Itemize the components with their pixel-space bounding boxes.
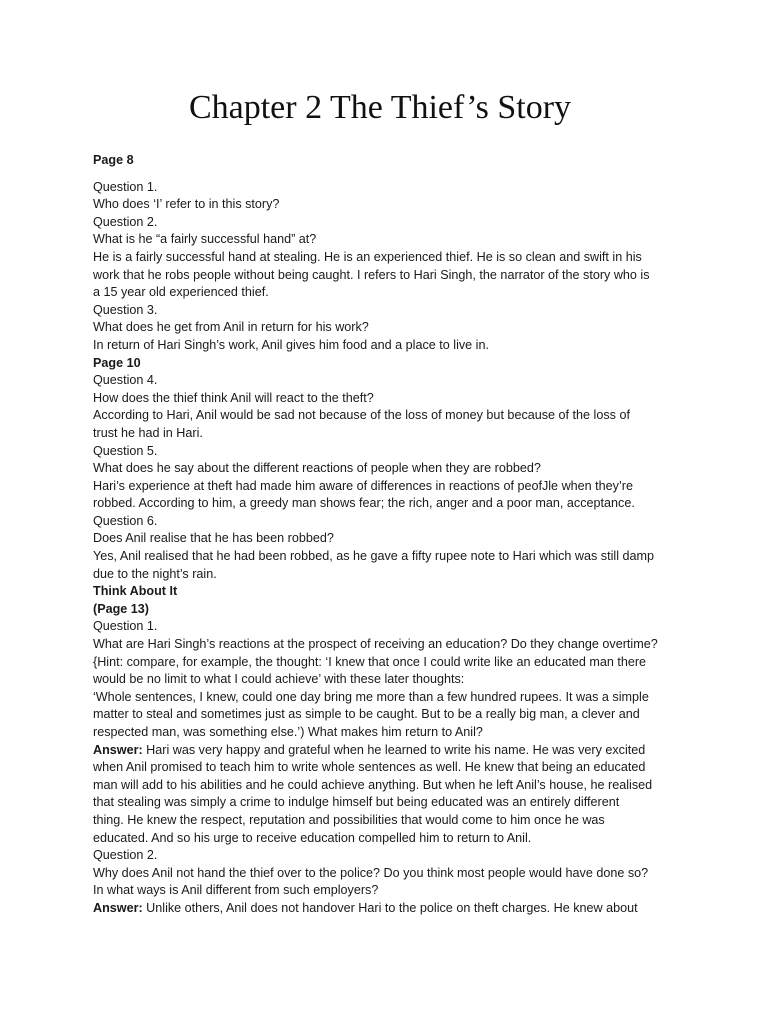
document-body [93, 152, 683, 918]
text-line: Question 1. [93, 179, 158, 194]
text-line: What is he “a fairly successful hand” at? [93, 232, 317, 247]
text-line: According to Hari, Anil would be sad not because of the loss of money but because of the loss of [93, 408, 630, 423]
text-line [93, 900, 683, 918]
text-line: {Hint: compare, for example, the thought: ‘I knew that once I could write like an educated man there [93, 654, 647, 669]
chapter-title: Chapter 2 The Thief’s Story [188, 89, 572, 126]
text-line: that stealing was simply a crime to indulge himself but being educated was an entirely different [93, 795, 620, 810]
text-line: Question 2. [93, 848, 158, 863]
text-line: when Anil promised to teach him to write whole sentences as well. He knew that being an educated [93, 760, 646, 775]
text-line: Does Anil realise that he has been robbed? [93, 531, 334, 546]
answer-label: Answer: [93, 742, 143, 757]
paragraph-gap [93, 170, 683, 179]
text-line: What are Hari Singh’s reactions at the prospect of receiving an education? Do they change overtime? [93, 637, 658, 652]
text-line: In return of Hari Singh’s work, Anil gives him food and a place to live in. [93, 337, 489, 352]
text-line: Question 3. [93, 302, 158, 317]
text-line: educated. And so his urge to receive education compelled him to return to Anil. [93, 830, 532, 845]
text-line: Hari’s experience at theft had made him aware of differences in reactions of peofJle when they’re [93, 478, 633, 493]
document-page [93, 88, 683, 918]
text-line: What does he get from Anil in return for his work? [93, 320, 369, 335]
text-line: What does he say about the different reactions of people when they are robbed? [93, 461, 541, 476]
text-line [93, 742, 683, 760]
text-line: would be no limit to what I could achieve’ with these later thoughts: [93, 672, 465, 687]
text-line: Question 5. [93, 443, 158, 458]
text-line: Question 6. [93, 513, 158, 528]
text-line: matter to steal and sometimes just as simple to be caught. But to be a really big man, a clever and [93, 707, 640, 722]
text-line: a 15 year old experienced thief. [93, 285, 269, 300]
answer-text: Unlike others, Anil does not handover Hari to the police on theft charges. He knew about [142, 900, 638, 915]
section-heading: Page 8 [93, 153, 134, 167]
text-line: work that he robs people without being caught. I refers to Hari Singh, the narrator of the story who is [93, 267, 650, 282]
text-line: Yes, Anil realised that he had been robbed, as he gave a fifty rupee note to Hari which was still damp [93, 549, 654, 564]
text-line: thing. He knew the respect, reputation and possibilities that would come to him once he was [93, 812, 605, 827]
section-heading: Page 10 [93, 355, 141, 370]
section-heading: Think About It [93, 584, 178, 599]
text-line: man will add to his abilities and he could achieve anything. But when he left Anil’s house, he realised [93, 777, 653, 792]
text-line: trust he had in Hari. [93, 425, 203, 440]
answer-label: Answer: [93, 900, 143, 915]
text-line: He is a fairly successful hand at stealing. He is an experienced thief. He is so clean and swift in his [93, 249, 642, 264]
text-line: respected man, was something else.’) What makes him return to Anil? [93, 725, 483, 739]
text-line: Why does Anil not hand the thief over to the police? Do you think most people would have done so? [93, 865, 649, 880]
text-line: How does the thief think Anil will react to the theft? [93, 390, 374, 405]
text-line: ‘Whole sentences, I knew, could one day bring me more than a few hundred rupees. It was a simple [93, 689, 649, 704]
text-line: Who does ‘I’ refer to in this story? [93, 197, 280, 212]
text-line: Question 4. [93, 373, 158, 388]
text-line: Question 1. [93, 619, 158, 634]
text-line: due to the night’s rain. [93, 566, 217, 581]
section-heading: (Page 13) [93, 601, 149, 616]
text-line: Question 2. [93, 214, 158, 229]
text-line: robbed. According to him, a greedy man shows fear; the rich, anger and a poor man, acceptance. [93, 496, 635, 511]
answer-text: Hari was very happy and grateful when he learned to write his name. He was very excited [142, 742, 646, 757]
text-line: In what ways is Anil different from such employers? [93, 883, 379, 898]
